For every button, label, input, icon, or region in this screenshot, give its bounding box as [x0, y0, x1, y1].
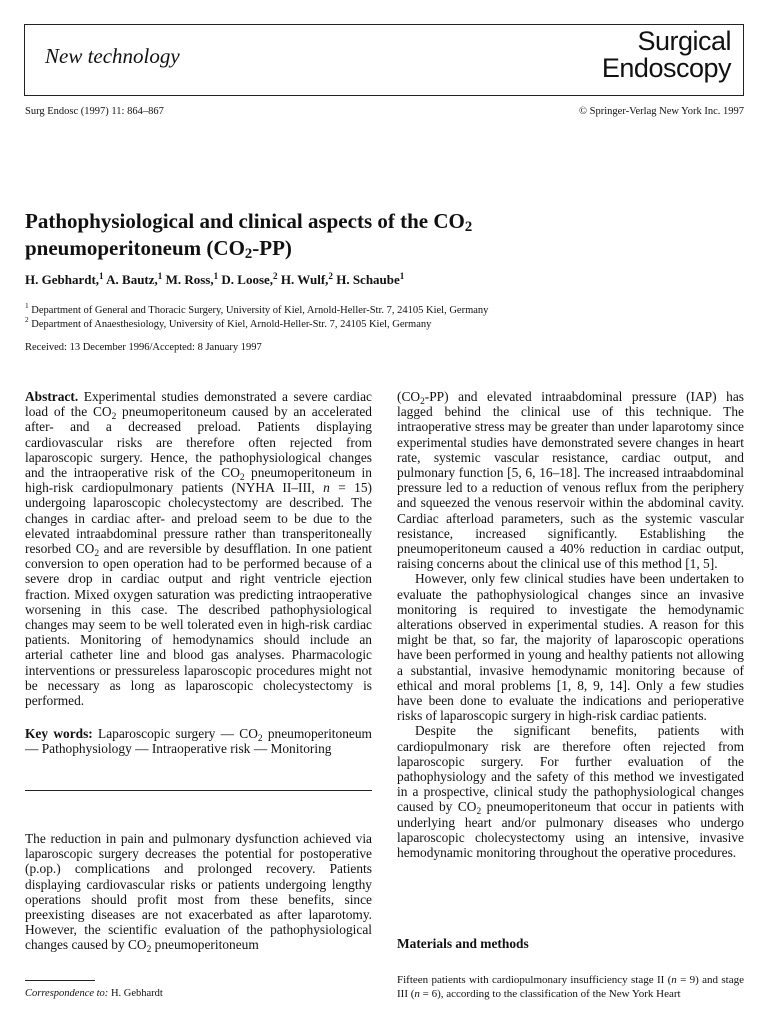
author: H. Schaube — [336, 272, 400, 287]
methods-text: Fifteen patients with cardiopulmonary insufficiency stage II (n = 9) and stage III (n = 6), according to the classification of the New York Heart — [397, 974, 744, 1000]
left-column — [25, 389, 372, 757]
affiliation-1: $^1$ Department of General and Thoracic Surgery, University of Kiel, Arnold-Heller-Str. 7, 24105 Kiel, Germany — [25, 301, 489, 316]
author: D. Loose, — [221, 272, 274, 287]
received-date: Received: 13 December 1996/Accepted: 8 January 1997 — [25, 342, 262, 353]
intro-paragraph: Despite the significant benefits, patients with cardiopulmonary risk are therefore often rejected from laparoscopic surgery. For further evaluation of the pathophysiology and the safety of this method we investigated in a prospective, clinical study the pathophysiological changes caused by $CO_2$ pneumoperitoneum that occur in patients with underlying heart and/or pulmonary diseases who undergo laparoscopic cholecystectomy using an intensive, invasive hemodynamic monitoring throughout the operative procedures. — [397, 723, 744, 861]
journal-logo — [602, 28, 731, 82]
header-box — [24, 24, 744, 96]
affiliations — [25, 301, 489, 332]
paper-title: Pathophysiological and clinical aspects of the $CO_2$ pneumoperitoneum $(CO_2-PP)$ — [25, 209, 473, 262]
methods-heading: Materials and methods — [397, 936, 529, 951]
intro-paragraph: $(CO_2-PP)$ and elevated intraabdominal pressure (IAP) has lagged behind the clinical use of this technique. The intraoperative stress may be greater than under laparotomy since experimental studies have demonstrated severe changes in heart rate, systemic vascular resistance, cardiac output, and pulmonary function [5, 6, 16–18]. The increased intraabdominal pressure led to a reduction of venous reflux from the periphery and squeezed the venous reservoir within the abdominal cavity. Cardiac afterload parameters, such as the systemic vascular resistance, increased significantly. Establishing the pneumoperitoneum caused a 40% reduction in cardiac output, raising concerns about the clinical use of this method [1, 5]. — [397, 389, 744, 572]
journal-logo-line1: Surgical — [637, 26, 731, 56]
keywords: Key words: Laparoscopic surgery — $CO_2$ pneumoperitoneum — Pathophysiology — Intraoperative risk — Monitoring — [25, 726, 372, 757]
citation: Surg Endosc (1997) 11: 864–867 — [25, 106, 164, 117]
author: A. Bautz, — [106, 272, 158, 287]
author: H. Gebhardt, — [25, 272, 100, 287]
section-label: New technology — [45, 44, 180, 68]
author-list: H. Gebhardt,$^1$ A. Bautz,$^1$ M. Ross,$^1$ D. Loose,$^2$ H. Wulf,$^2$ H. Schaube$^1$ — [25, 271, 405, 287]
intro-paragraph: The reduction in pain and pulmonary dysfunction achieved via laparoscopic surgery decreases the potential for postoperative (p.op.) complications and prolonged recovery. Patients displaying cardiovascular risks or patients undergoing lengthy operations should profit most from these benefits, since preexisting diseases are not exacerbated as after laparotomy. However, the scientific evaluation of the pathophysiological changes caused by $CO_2$ pneumoperitoneum — [25, 831, 372, 956]
intro-paragraph: However, only few clinical studies have been undertaken to evaluate the pathophysiological changes since an invasive monitoring is required to investigate the hemodynamic alterations observed in experimental studies. A reason for this might be that, so far, the majority of laparoscopic operations have been performed in young and healthy patients not allowing a substantial, invasive hemodynamic monitoring because of ethical and moral problems [1, 8, 9, 14]. Only a few studies have been done to evaluate the indications and perioperative risks of laparoscopic surgery in high-risk cardiac patients. — [397, 571, 744, 724]
footnote-rule — [25, 980, 95, 981]
intro-left-column — [25, 831, 372, 956]
author: M. Ross, — [165, 272, 214, 287]
abstract: Abstract. Experimental studies demonstrated a severe cardiac load of the $CO_2$ pneumoperitoneum caused by an accelerated after- and a decreased preload. Patients displaying cardiovascular risks are therefore often rejected from laparoscopic surgery. Hence, the pathophysiological changes and the intraoperative risk of the $CO_2$ pneumoperitoneum in high-risk cardiopulmonary patients (NYHA II–III, n = 15) undergoing laparoscopic cholecystectomy are described. The changes in cardiac after- and preload seem to be due to the elevated intraabdominal pressure rather than transperitoneally resorbed $CO_2$ and are reversible by desufflation. In one patient conversion to open operation had to be performed because of a severe drop in cardiac output and right ventricle ejection fraction. Mixed oxygen saturation was predicting intraoperative worsening in this case. The described pathophysiological changes may seem to be well tolerated even in high-risk cardiac patients. Monitoring of hemodynamics should include an arterial catheter line and blood gas analyses. Pharmacologic interventions or pressureless laparoscopic procedures might not be necessary as long as laparoscopic cholecystectomy is performed. — [25, 389, 372, 709]
correspondence-note: Correspondence to: H. Gebhardt — [25, 988, 163, 999]
section-divider — [25, 790, 372, 791]
affiliation-2: $^2$ Department of Anaesthesiology, University of Kiel, Arnold-Heller-Str. 7, 24105 Kiel, Germany — [25, 315, 432, 330]
author: H. Wulf, — [280, 272, 329, 287]
journal-logo-line2: Endoscopy — [601, 53, 731, 83]
copyright: © Springer-Verlag New York Inc. 1997 — [579, 106, 744, 117]
right-column — [397, 389, 744, 860]
